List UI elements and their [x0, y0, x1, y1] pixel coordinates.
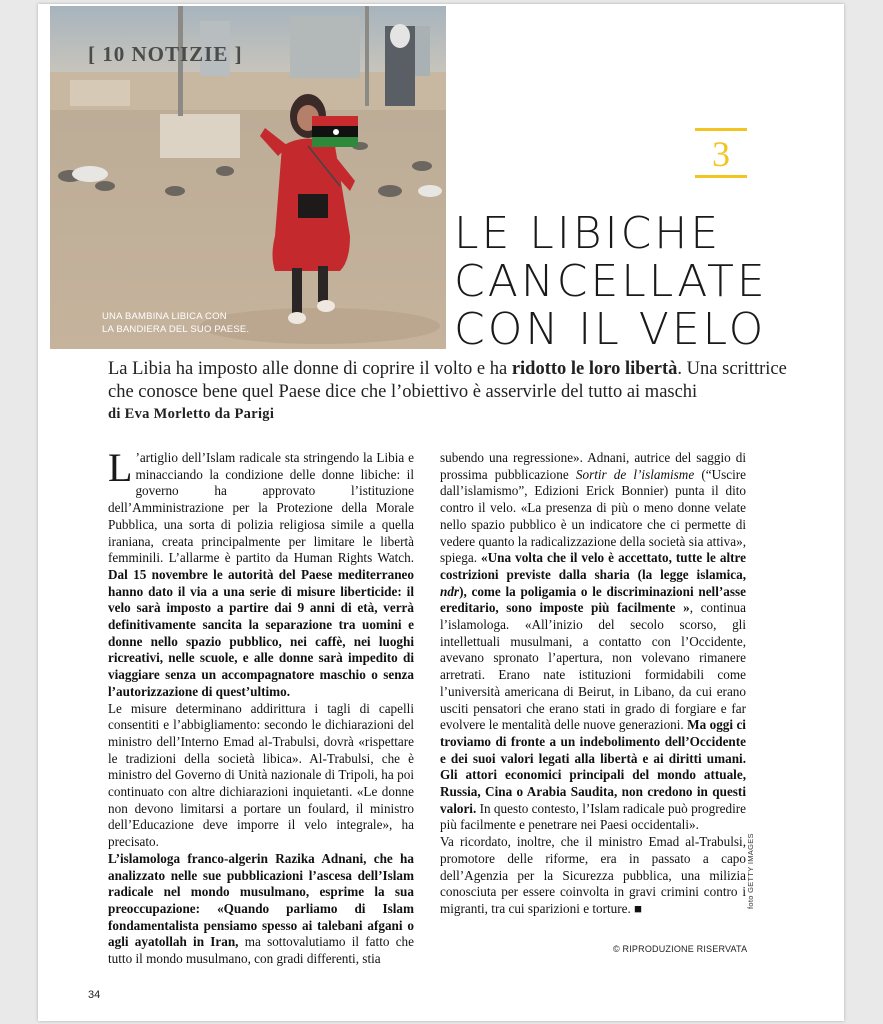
- photo-credit: foto GETTY IMAGES: [746, 833, 755, 909]
- section-tag: [ 10 NOTIZIE ]: [88, 42, 243, 66]
- col1-p1-bold: Dal 15 novembre le autorità del Paese mediterraneo hanno dato il via a una serie di misure liberticide: il velo sarà imposto a partire dai 9 anni di età, verrà definitivamente sancita la separazione tra uomini e donne nello spazio pubblico, nei caffè, nei luoghi ricreativi, nelle scuole, e alle donne sarà impedito di viaggiare senza un accompagnatore maschio o senza l’autorizzazione di quest’ultimo.: [108, 566, 414, 699]
- col2-p1-c: , continua l’islamologa. «All’inizio del secolo scorso, gli intellettuali musulmani, a contatto con l’Occidente, avevano spronato l’apertura, non volevano rimanere arretrati. Erano nate istituzioni formidabili come l’università americana di Beirut, in Libano, da cui erano usciti pensatori che erano stati in grado di forgiare e far evolvere le mentalità delle nuove generazioni.: [440, 600, 746, 733]
- photo-caption: [102, 310, 249, 336]
- col1-paragraph-1: [108, 445, 414, 701]
- byline: di Eva Morletto da Parigi: [108, 406, 275, 422]
- standfirst-bold: ridotto le loro libertà: [511, 359, 678, 379]
- standfirst-part2: . Una scrittrice che conosce bene quel Paese dice che l’obiettivo è asservirle del tutto ai maschi: [108, 359, 787, 402]
- dropcap: L: [108, 445, 133, 490]
- col2-p1-d: In questo contesto, l’Islam radicale può progredire più facilmente e penetrare nei Paesi occidentali».: [440, 800, 746, 833]
- col2-p1-italic: Sortir de l’islamisme: [575, 466, 695, 482]
- col1-p3-text: ma sottovalutiamo il fatto che tutto il mondo musulmano, con gradi differenti, stia: [108, 934, 414, 967]
- headline-line-2: CANCELLATE: [454, 256, 768, 307]
- col2-p1-bold3: Ma oggi ci troviamo di fronte a un indebolimento dell’Occidente e dei suoi valori legati alla libertà e ai diritti umani. Gli attori economici principali del mondo attuale, Russia, Cina o Arabia Saudita, non credono in questi valori.: [440, 717, 746, 816]
- column-2: [440, 450, 746, 918]
- article-number: 3: [712, 134, 730, 174]
- col2-p1-bold2: ), come la poligamia o le discriminazioni nell’asse ereditario, sono imposte più facilmente »: [440, 583, 746, 616]
- col2-p1-a: subendo una regressione». Adnani, autrice del saggio di prossima pubblicazione: [440, 450, 746, 482]
- headline: [454, 210, 768, 354]
- col1-paragraph-3: [108, 851, 414, 968]
- copyright-note: © RIPRODUZIONE RISERVATA: [613, 944, 748, 954]
- lead-photo: [50, 6, 446, 349]
- page-number: 34: [88, 989, 101, 1001]
- col2-p1-bold-italic: ndr: [440, 583, 460, 599]
- col2-paragraph-2: Va ricordato, inoltre, che il ministro Emad al-Trabulsi, promotore delle riforme, era in passato a capo dell’Agenzia per la Sicurezza pubblica, una milizia conosciuta per essere coinvolta in gravi crimini contro i migranti, tra cui sparizioni e torture. ■: [440, 834, 746, 916]
- col1-p1-text: ’artiglio dell’Islam radicale sta stringendo la Libia e minacciando la condizione delle donne libiche: il governo ha approvato l’istituzione dell’Amministrazione per la Protezione della Morale Pubblica, una sorta di polizia religiosa simile a quella iraniana, creata principalmente per limitare le libertà femminili. L’allarme è partito da Human Rights Watch.: [108, 450, 414, 566]
- col2-paragraph-1: [440, 450, 746, 834]
- standfirst-part1: La Libia ha imposto alle donne di coprire il volto e ha: [108, 359, 512, 379]
- headline-line-3: CON IL VELO: [454, 304, 767, 355]
- col1-paragraph-2: Le misure determinano addirittura i tagli di capelli consentiti e l’abbigliamento: secondo le dichiarazioni del ministro dell’Interno Emad al-Trabulsi, dovrà «rispettare le tradizioni della società libica». Al-Trabulsi, che è ministro del Governo di Unità nazionale di Tripoli, ha poi continuato con altre dichiarazioni inquietanti. «Le donne non devono limitarsi a portare un foulard, il ministro dell’Educazione deve imporre il velo integrale», ha precisato.: [108, 700, 414, 850]
- number-rule-top: [695, 128, 747, 131]
- standfirst: [108, 358, 788, 404]
- column-1: [108, 445, 414, 968]
- col2-p1-bold1: «Una volta che il velo è accettato, tutte le altre costrizioni previste dalla sharia (la legge islamica,: [440, 550, 746, 582]
- magazine-page: [38, 4, 844, 1021]
- col2-p1-b: (“Uscire dall’islamismo”, Edizioni Erick Bonnier) punta il dito contro il velo. «La presenza di più o meno donne velate nello spazio pubblico è un indicatore che ci permette di vedere quanto la radicalizzazione della società sia attiva», spiega.: [440, 466, 746, 566]
- col1-p3-bold: L’islamologa franco-algerin Razika Adnani, che ha analizzato nelle sue pubblicazioni l’ascesa dell’Islam radicale nel mondo musulmano, esprime la sua preoccupazione: «Quando parliamo di Islam fondamentalista pensiamo spesso ai talebani afgani o agli ayatollah in Iran,: [108, 850, 414, 950]
- headline-line-1: LE LIBICHE: [454, 208, 722, 259]
- number-rule-bottom: [695, 175, 747, 178]
- photo-caption-line2: LA BANDIERA DEL SUO PAESE.: [102, 324, 250, 335]
- photo-caption-line1: UNA BAMBINA LIBICA CON: [102, 311, 227, 322]
